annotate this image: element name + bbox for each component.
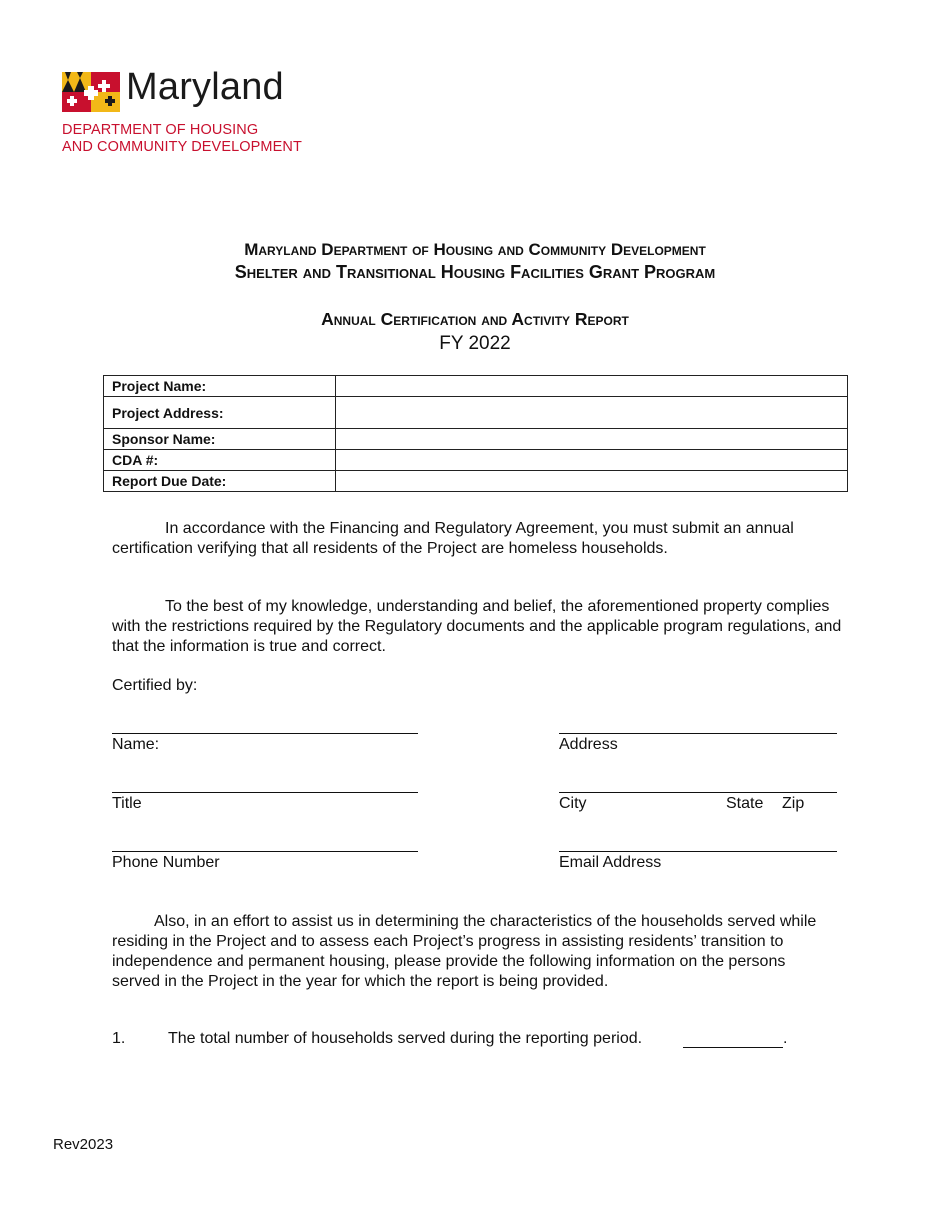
address-label: Address (559, 736, 618, 753)
logo-department-line1: DEPARTMENT OF HOUSING (62, 122, 259, 138)
sponsor-name-label: Sponsor Name: (104, 429, 336, 450)
name-signature-line[interactable] (112, 733, 418, 734)
project-address-label: Project Address: (104, 397, 336, 429)
phone-number-label: Phone Number (112, 854, 220, 871)
certified-by-label: Certified by: (112, 677, 198, 694)
agreement-paragraph-text: In accordance with the Financing and Regulatory Agreement, you must submit an annual certification verifying that all residents of the Project are homeless households. (112, 520, 794, 557)
table-row (104, 429, 848, 450)
agreement-paragraph (112, 519, 842, 559)
title-label: Title (112, 795, 142, 812)
zip-label: Zip (782, 795, 805, 812)
cda-number-label: CDA #: (104, 450, 336, 471)
fiscal-year: FY 2022 (439, 333, 511, 354)
address-signature-line[interactable] (559, 733, 837, 734)
table-row (104, 376, 848, 397)
question-suffix: . (783, 1030, 788, 1047)
report-due-date-label: Report Due Date: (104, 471, 336, 492)
certification-paragraph-text: To the best of my knowledge, understanding and belief, the aforementioned property complies with the restrictions required by the Regulatory documents and the applicable program regulations, and that the information is true and correct. (112, 598, 842, 655)
table-row (104, 471, 848, 492)
email-address-label: Email Address (559, 854, 662, 871)
sponsor-name-field[interactable] (336, 429, 848, 450)
program-title: Shelter and Transitional Housing Facilities Grant Program (234, 262, 716, 282)
table-row (104, 450, 848, 471)
maryland-flag-icon (62, 72, 120, 112)
certification-paragraph (112, 597, 842, 657)
revision-label: Rev2023 (53, 1136, 114, 1153)
question-text: The total number of households served during the reporting period. (168, 1030, 643, 1047)
project-name-field[interactable] (336, 376, 848, 397)
households-paragraph-text: Also, in an effort to assist us in determining the characteristics of the households served while residing in the Project and to assess each Project’s progress in assisting residents’ transition to independence and permanent housing, please provide the following information on the persons served in the Project in the year for which the report is being provided. (112, 913, 817, 990)
question-number: 1. (112, 1030, 126, 1047)
maryland-logo (62, 66, 342, 160)
logo-wordmark: Maryland (126, 66, 284, 108)
project-info-table (103, 375, 848, 492)
email-signature-line[interactable] (559, 851, 837, 852)
title-signature-line[interactable] (112, 792, 418, 793)
report-due-date-field[interactable] (336, 471, 848, 492)
phone-signature-line[interactable] (112, 851, 418, 852)
state-label: State (726, 795, 764, 812)
city-state-zip-signature-line[interactable] (559, 792, 837, 793)
project-name-label: Project Name: (104, 376, 336, 397)
report-title: Annual Certification and Activity Report (321, 309, 629, 329)
agency-title: Maryland Department of Housing and Community Development (244, 240, 706, 259)
table-row (104, 397, 848, 429)
name-label: Name: (112, 736, 160, 753)
households-paragraph (112, 912, 837, 992)
logo-department (62, 122, 302, 156)
households-count-line[interactable] (683, 1047, 783, 1048)
project-address-field[interactable] (336, 397, 848, 429)
logo-department-line2: AND COMMUNITY DEVELOPMENT (62, 139, 302, 155)
city-label: City (559, 795, 587, 812)
cda-number-field[interactable] (336, 450, 848, 471)
